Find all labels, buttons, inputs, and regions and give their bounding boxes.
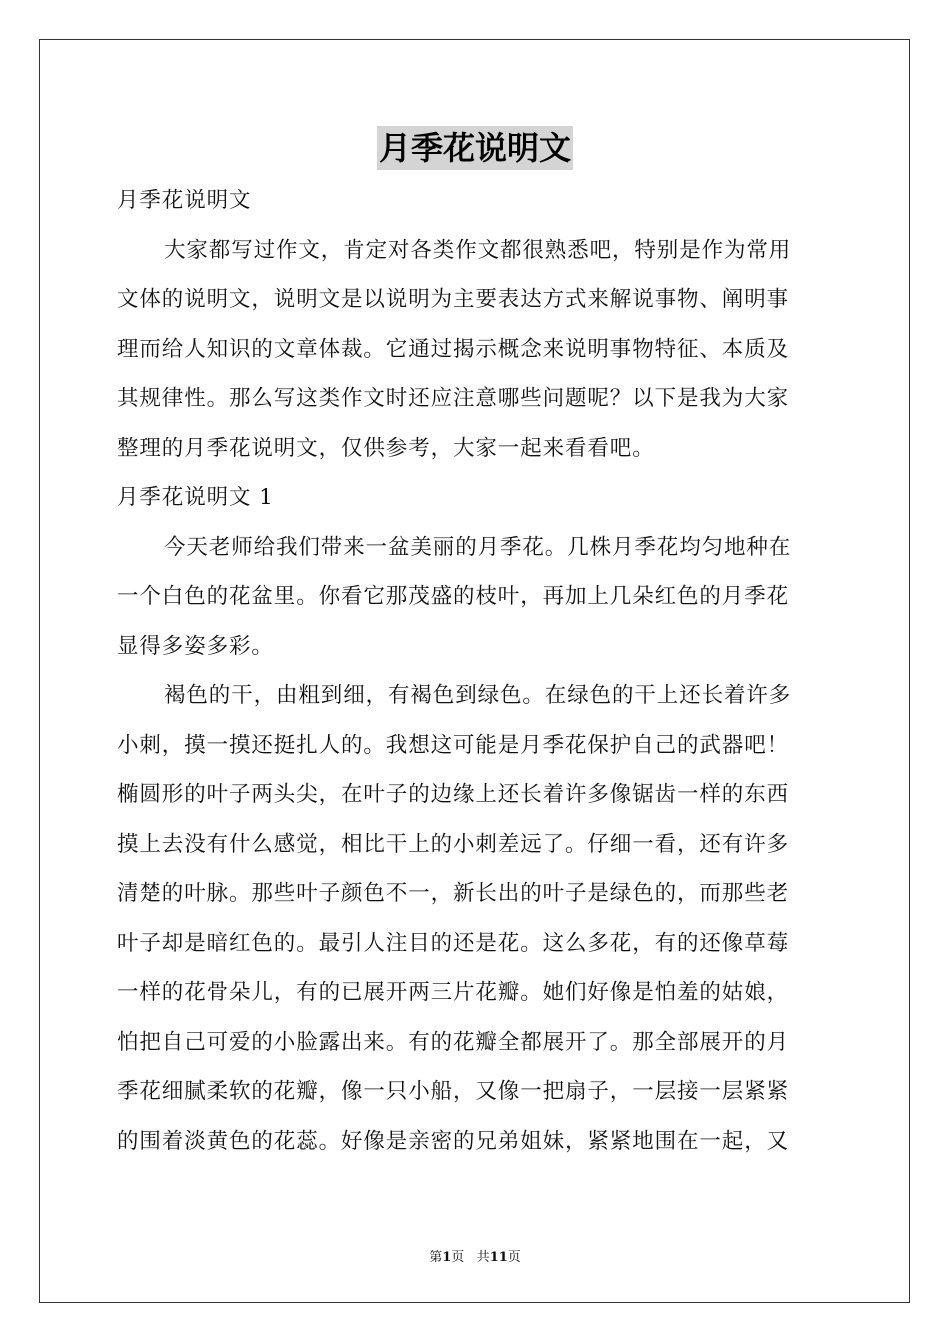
text-line: 其规律性。那么写这类作文时还应注意哪些问题呢？以下是我为大家 [117,386,790,411]
title-container [0,126,950,170]
text-line: 大家都写过作文，肯定对各类作文都很熟悉吧，特别是作为常用 [164,237,792,263]
text-line: 月季花说明文 [117,188,252,213]
text-line: 显得多姿多彩。 [117,633,274,659]
footer-page-prefix: 第 [429,1250,443,1265]
document-body [117,176,835,1166]
text-line: 椭圆形的叶子两头尖，在叶子的边缘上还长着许多像锯齿一样的东西 [117,782,790,807]
footer-page-suffix: 页 [451,1250,465,1265]
text-line: 怕把自己可爱的小脸露出来。有的花瓣全都展开了。那全部展开的月 [117,1029,790,1055]
footer-total-suffix: 页 [507,1250,521,1265]
text-line: 的围着淡黄色的花蕊。好像是亲密的兄弟姐妹，紧紧地围在一起，又 [117,1128,790,1154]
text-line: 整理的月季花说明文，仅供参考，大家一起来看看吧。 [117,435,655,461]
text-line: 摸上去没有什么感觉，相比干上的小刺差远了。仔细一看，还有许多 [117,831,790,857]
text-line: 清楚的叶脉。那些叶子颜色不一，新长出的叶子是绿色的，而那些老 [117,881,790,906]
footer-total-pages: 11 [489,1250,508,1265]
page-footer [0,1246,950,1265]
text-line: 季花细腻柔软的花瓣，像一只小船，又像一把扇子，一层接一层紧紧 [117,1079,790,1104]
text-line: 理而给人知识的文章体裁。它通过揭示概念来说明事物特征、本质及 [117,336,790,362]
text-line: 今天老师给我们带来一盆美丽的月季花。几株月季花均匀地种在 [164,534,792,560]
document-title: 月季花说明文 [377,126,573,170]
text-line: 叶子却是暗红色的。最引人注目的还是花。这么多花，有的还像草莓 [117,930,790,956]
text-line: 一个白色的花盆里。你看它那茂盛的枝叶，再加上几朵红色的月季花 [117,584,790,609]
text-line: 褐色的干，由粗到细，有褐色到绿色。在绿色的干上还长着许多 [164,683,792,708]
text-line: 小刺，摸一摸还挺扎人的。我想这可能是月季花保护自己的武器吧！ [117,732,790,758]
footer-page-number: 1 [442,1250,452,1265]
text-line: 一样的花骨朵儿，有的已展开两三片花瓣。她们好像是怕羞的姑娘， [117,980,790,1005]
text-line: 月季花说明文 1 [117,485,274,510]
footer-total-prefix: 共 [476,1250,490,1265]
text-line: 文体的说明文，说明文是以说明为主要表达方式来解说事物、阐明事 [117,287,790,312]
